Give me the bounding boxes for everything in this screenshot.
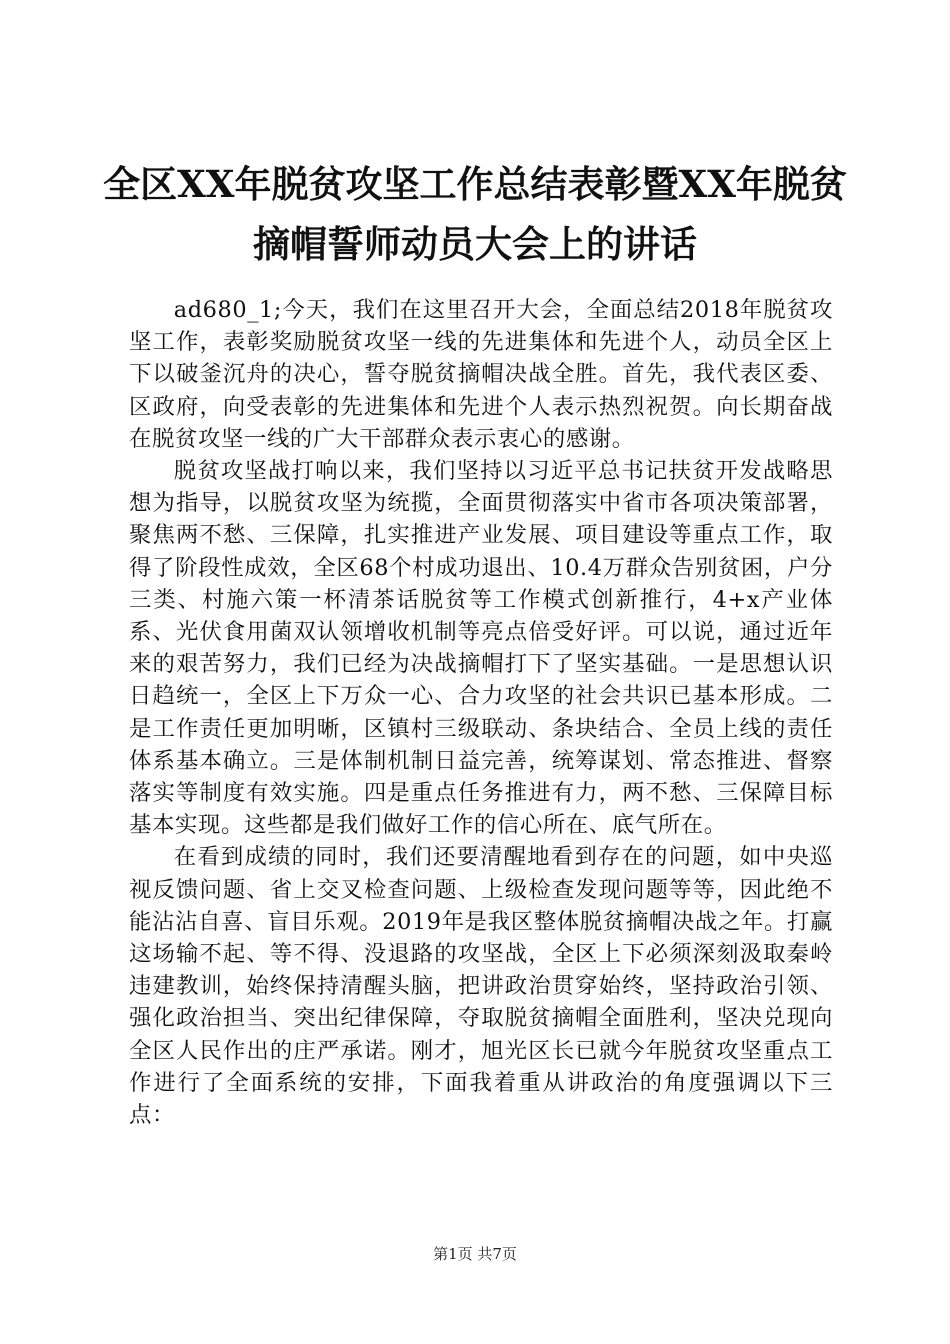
paragraph-2: 脱贫攻坚战打响以来，我们坚持以习近平总书记扶贫开发战略思想为指导，以脱贫攻坚为统揽，全面贯彻落实中省市各项决策部署，聚焦两不愁、三保障，扎实推进产业发展、项目建设等重点工作，取得了阶段性成效，全区68个村成功退出、10.4万群众告别贫困，户分三类、村施六策一杯清茶话脱贫等工作模式创新推行，4+x产业体系、光伏食用菌双认领增收机制等亮点倍受好评。可以说，通过近年来的艰苦努力，我们已经为决战摘帽打下了坚实基础。一是思想认识日趋统一，全区上下万众一心、合力攻坚的社会共识已基本形成。二是工作责任更加明晰，区镇村三级联动、条块结合、全员上线的责任体系基本确立。三是体制机制日益完善，统筹谋划、常态推进、督察落实等制度有效实施。四是重点任务推进有力，两不愁、三保障目标基本实现。这些都是我们做好工作的信心所在、底气所在。	[129, 458, 833, 839]
page-number-footer: 第1页 共7页	[433, 1245, 517, 1263]
document-body	[129, 294, 833, 1131]
document-title-line-2: 摘帽誓师动员大会上的讲话	[253, 222, 697, 266]
paragraph-1: ad680_1;今天，我们在这里召开大会，全面总结2018年脱贫攻坚工作，表彰奖励脱贫攻坚一线的先进集体和先进个人，动员全区上下以破釜沉舟的决心，誓夺脱贫摘帽决战全胜。首先，我代表区委、区政府，向受表彰的先进集体和先进个人表示热烈祝贺。向长期奋战在脱贫攻坚一线的广大干部群众表示衷心的感谢。	[129, 297, 833, 452]
paragraph-3: 在看到成绩的同时，我们还要清醒地看到存在的问题，如中央巡视反馈问题、省上交叉检查问题、上级检查发现问题等等，因此绝不能沾沾自喜、盲目乐观。2019年是我区整体脱贫摘帽决战之年。打赢这场输不起、等不得、没退路的攻坚战，全区上下必须深刻汲取秦岭违建教训，始终保持清醒头脑，把讲政治贯穿始终，坚持政治引领、强化政治担当、突出纪律保障，夺取脱贫摘帽全面胜利，坚决兑现向全区人民作出的庄严承诺。刚才，旭光区长已就今年脱贫攻坚重点工作进行了全面系统的安排，下面我着重从讲政治的角度强调以下三点：	[129, 844, 833, 1129]
document-title-line-1: 全区XX年脱贫攻坚工作总结表彰暨XX年脱贫	[103, 162, 847, 206]
